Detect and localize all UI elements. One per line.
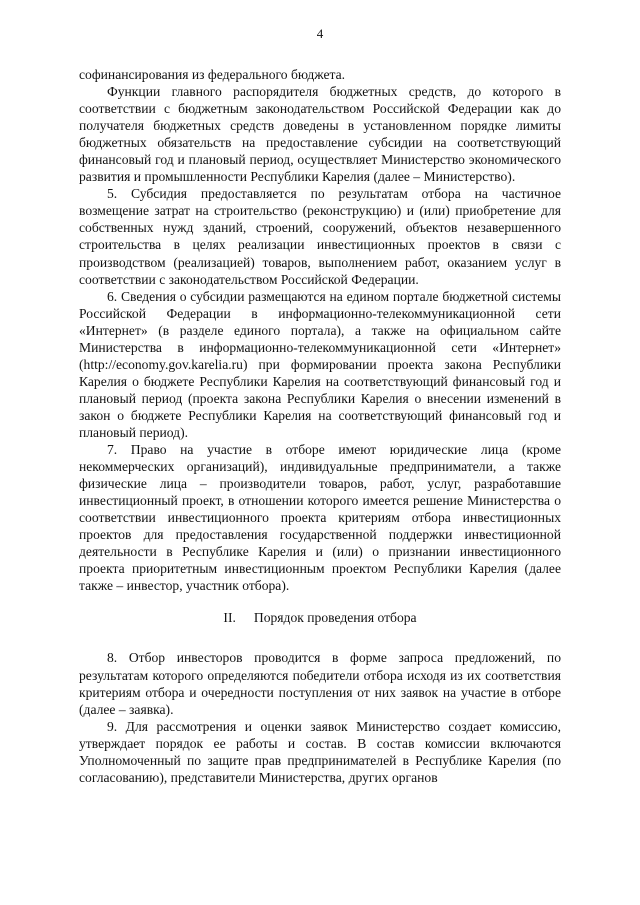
paragraph-chief-administrator: Функции главного распорядителя бюджетных средств, до которого в соответствии с бюджетным законодательством Российской Федерации как до получателя бюджетных средств доведены в установленном порядке лимиты бюджетных обязательств на предоставление субсидии на соответствующий финансовый год и плановый период, осуществляет Министерство экономического развития и промышленности Республики Карелия (далее – Министерство). — [79, 84, 561, 185]
paragraph-continuation: софинансирования из федерального бюджета. — [79, 67, 346, 82]
section-heading — [79, 609, 561, 626]
paragraph-5: 5. Субсидия предоставляется по результатам отбора на частичное возмещение затрат на строительство (реконструкцию) и (или) приобретение для собственных нужд зданий, строений, сооружений, объектов незавершенного строительства в целях реализации инвестиционных проектов в связи с производством (реализацией) товаров, выполнением работ, оказанием услуг в соответствии с законодательством Российской Федерации. — [79, 186, 561, 287]
section-number: II. — [223, 610, 236, 626]
section-title: Порядок проведения отбора — [253, 610, 417, 626]
page-number: 4 — [316, 26, 324, 41]
document-body — [79, 66, 561, 786]
paragraph-6: 6. Сведения о субсидии размещаются на едином портале бюджетной системы Российской Федерации в информационно-телекоммуникационной сети «Интернет» (в разделе единого портала), а также на официальном сайте Министерства в информационно-телекоммуникационной сети «Интернет» (http://economy.gov.karelia.ru) при формировании проекта закона Республики Карелия о бюджете Республики Карелия на соответствующий финансовый год и плановый период (проекта закона Республики Карелия о внесении изменений в закон о бюджете Республики Карелия на соответствующий финансовый год и плановый период). — [79, 288, 561, 440]
paragraph-8: 8. Отбор инвесторов проводится в форме запроса предложений, по результатам которого определяются победители отбора исходя из их соответствия критериям отбора и очередности поступления от них заявок на участие в отборе (далее – заявка). — [79, 650, 561, 717]
paragraph-9: 9. Для рассмотрения и оценки заявок Министерство создает комиссию, утверждает порядок ее работы и состав. В состав комиссии включаются Уполномоченный по защите прав предпринимателей в Республике Карелия (по согласованию), представители Министерства, других органов — [79, 718, 561, 785]
paragraph-7: 7. Право на участие в отборе имеют юридические лица (кроме некоммерческих организаций), индивидуальные предприниматели, а также физические лица – производители товаров, работ, услуг, разработавшие инвестиционный проект, в отношении которого имеется решение Министерства о соответствии инвестиционного проекта критериям отбора инвестиционных проектов для предоставления государственной поддержки инвестиционной деятельности в Республике Карелия и (или) о признании инвестиционного проекта приоритетным инвестиционным проектом Республики Карелия (далее также – инвестор, участник отбора). — [79, 442, 561, 594]
